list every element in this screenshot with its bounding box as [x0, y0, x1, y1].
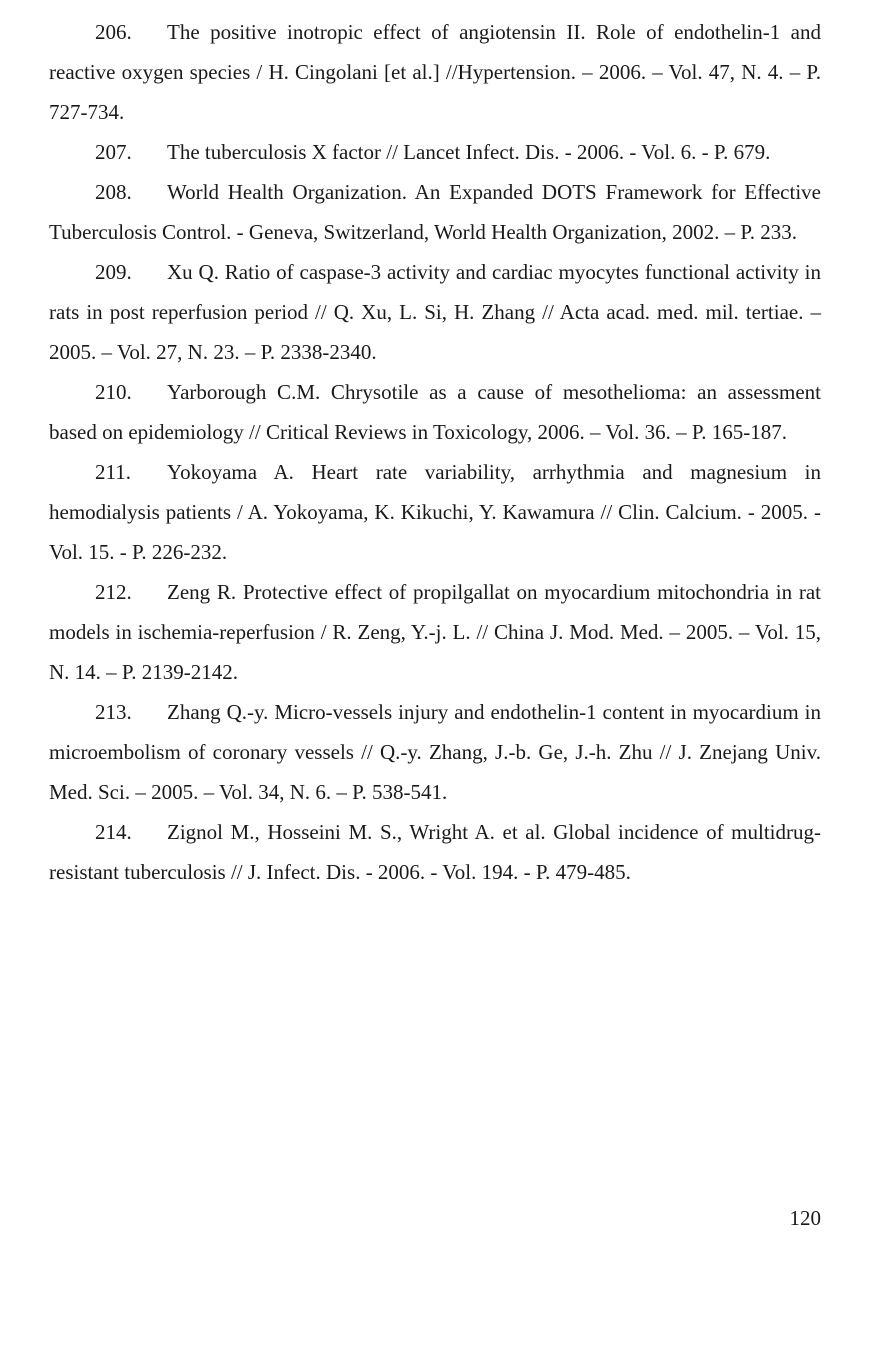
- reference-text: Zeng R. Protective effect of propilgallat on myocardium mitochondria in rat models in ischemia-reperfusion / R. Zeng, Y.-j. L. // China J. Mod. Med. – 2005. – Vol. 15, N. 14. – P. 2139-2142.: [49, 580, 821, 684]
- reference-number: 211.: [95, 460, 131, 484]
- reference-number: 213.: [95, 700, 132, 724]
- reference-number: 207.: [95, 140, 132, 164]
- reference-number: 210.: [95, 380, 132, 404]
- reference-text: Yarborough C.M. Chrysotile as a cause of mesothelioma: an assessment based on epidemiology // Critical Reviews in Toxicology, 2006. – Vol. 36. – P. 165-187.: [49, 380, 821, 444]
- reference-text: Zignol M., Hosseini M. S., Wright A. et al. Global incidence of multidrug-resistant tuberculosis // J. Infect. Dis. - 2006. - Vol. 194. - P. 479-485.: [49, 820, 821, 884]
- reference-text: Yokoyama A. Heart rate variability, arrhythmia and magnesium in hemodialysis patients / A. Yokoyama, K. Kikuchi, Y. Kawamura // Clin. Calcium. - 2005. - Vol. 15. - P. 226-232.: [49, 460, 821, 564]
- reference-item-207: [49, 132, 821, 172]
- page-number: 120: [789, 1206, 821, 1230]
- reference-item-209: [49, 252, 821, 372]
- reference-item-210: [49, 372, 821, 452]
- reference-text: The tuberculosis X factor // Lancet Infect. Dis. - 2006. - Vol. 6. - P. 679.: [167, 140, 771, 164]
- reference-item-208: [49, 172, 821, 252]
- reference-number: 209.: [95, 260, 132, 284]
- reference-number: 214.: [95, 820, 132, 844]
- reference-text: The positive inotropic effect of angiotensin II. Role of endothelin-1 and reactive oxygen species / H. Cingolani [et al.] //Hypertension. – 2006. – Vol. 47, N. 4. – P. 727-734.: [49, 20, 821, 124]
- reference-item-213: [49, 692, 821, 812]
- reference-number: 208.: [95, 180, 132, 204]
- reference-item-206: [49, 12, 821, 132]
- reference-list: [49, 12, 821, 892]
- reference-item-212: [49, 572, 821, 692]
- reference-text: Xu Q. Ratio of caspase-3 activity and cardiac myocytes functional activity in rats in post reperfusion period // Q. Xu, L. Si, H. Zhang // Acta acad. med. mil. tertiae. – 2005. – Vol. 27, N. 23. – P. 2338-2340.: [49, 260, 821, 364]
- reference-text: World Health Organization. An Expanded DOTS Framework for Effective Tuberculosis Control. - Geneva, Switzerland, World Health Organization, 2002. – P. 233.: [49, 180, 821, 244]
- reference-number: 212.: [95, 580, 132, 604]
- reference-item-214: [49, 812, 821, 892]
- reference-number: 206.: [95, 20, 132, 44]
- reference-text: Zhang Q.-y. Micro-vessels injury and endothelin-1 content in myocardium in microembolism of coronary vessels // Q.-y. Zhang, J.-b. Ge, J.-h. Zhu // J. Znejang Univ. Med. Sci. – 2005. – Vol. 34, N. 6. – P. 538-541.: [49, 700, 821, 804]
- reference-item-211: [49, 452, 821, 572]
